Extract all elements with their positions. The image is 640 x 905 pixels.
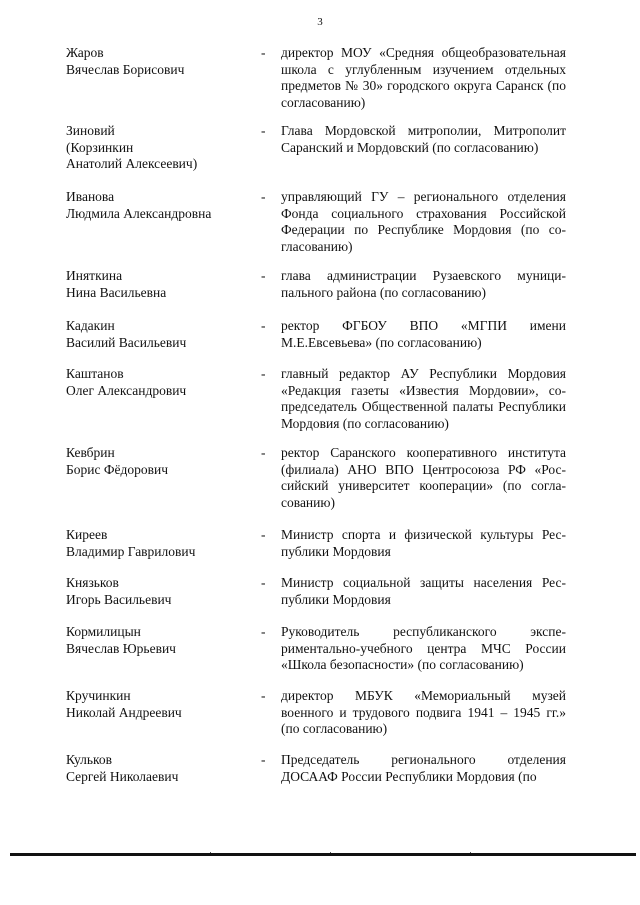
person-role: главный редактор АУ Республики Мордовия «Редакция газеты «Известия Мордовии», сопредседатель Общественной палаты Республики Мордовия (по согласованию) [281,366,566,431]
person-role: Министр социальной защиты населения Республики Мордовия [281,575,566,607]
bottom-rule [10,853,636,856]
person-name: Киреев Владимир Гаврилович [66,527,196,559]
dash-separator: - [261,268,266,283]
person-name: Кевбрин Борис Фёдорович [66,445,169,477]
dash-separator: - [261,366,266,381]
rule-mark [470,852,471,853]
dash-separator: - [261,123,266,138]
person-name: Каштанов Олег Александрович [66,366,187,398]
person-role: директор МОУ «Средняя общеобразовательная школа с углубленным изучением отдельных предметов № 30» городского округа Саранск (по согласованию) [281,45,566,110]
person-role: управляющий ГУ – регионального отделения Фонда социального страхования Российской Федерации по Республике Мордовия (по согласованию) [281,189,566,254]
dash-separator: - [261,445,266,460]
person-name: Князьков Игорь Васильевич [66,575,172,607]
person-name: Иванова Людмила Александровна [66,189,212,221]
person-name: Кадакин Василий Васильевич [66,318,187,350]
person-name: Кручинкин Николай Андреевич [66,688,182,720]
person-role: глава администрации Рузаевского муниципального района (по согласованию) [281,268,566,300]
page-number: 3 [317,16,323,28]
dash-separator: - [261,318,266,333]
rule-mark [330,852,331,853]
dash-separator: - [261,624,266,639]
dash-separator: - [261,527,266,542]
dash-separator: - [261,688,266,703]
dash-separator: - [261,45,266,60]
person-name: Жаров Вячеслав Борисович [66,45,185,77]
person-name: Зиновий (Корзинкин Анатолий Алексеевич) [66,123,198,171]
person-role: Руководитель республиканского экспериментально-учебного центра МЧС России «Школа безопасности» (по согласованию) [281,624,566,672]
person-role: Председатель регионального отделения ДОСААФ России Республики Мордовия (по [281,752,566,784]
person-role: Глава Мордовской митрополии, Митрополит Саранский и Мордовский (по согласованию) [281,123,566,155]
dash-separator: - [261,575,266,590]
person-role: Министр спорта и физической культуры Республики Мордовия [281,527,566,559]
person-role: ректор Саранского кооперативного института (филиала) АНО ВПО Центросоюза РФ «Российский университет кооперации» (по согласованию) [281,445,566,510]
person-name: Иняткина Нина Васильевна [66,268,167,300]
person-role: ректор ФГБОУ ВПО «МГПИ имени М.Е.Евсевьева» (по согласованию) [281,318,566,350]
person-role: директор МБУК «Мемориальный музей военного и трудового подвига 1941 – 1945 гг.» (по согласованию) [281,688,566,736]
dash-separator: - [261,752,266,767]
person-name: Кормилицын Вячеслав Юрьевич [66,624,176,656]
person-name: Кульков Сергей Николаевич [66,752,179,784]
dash-separator: - [261,189,266,204]
rule-mark [210,852,211,853]
